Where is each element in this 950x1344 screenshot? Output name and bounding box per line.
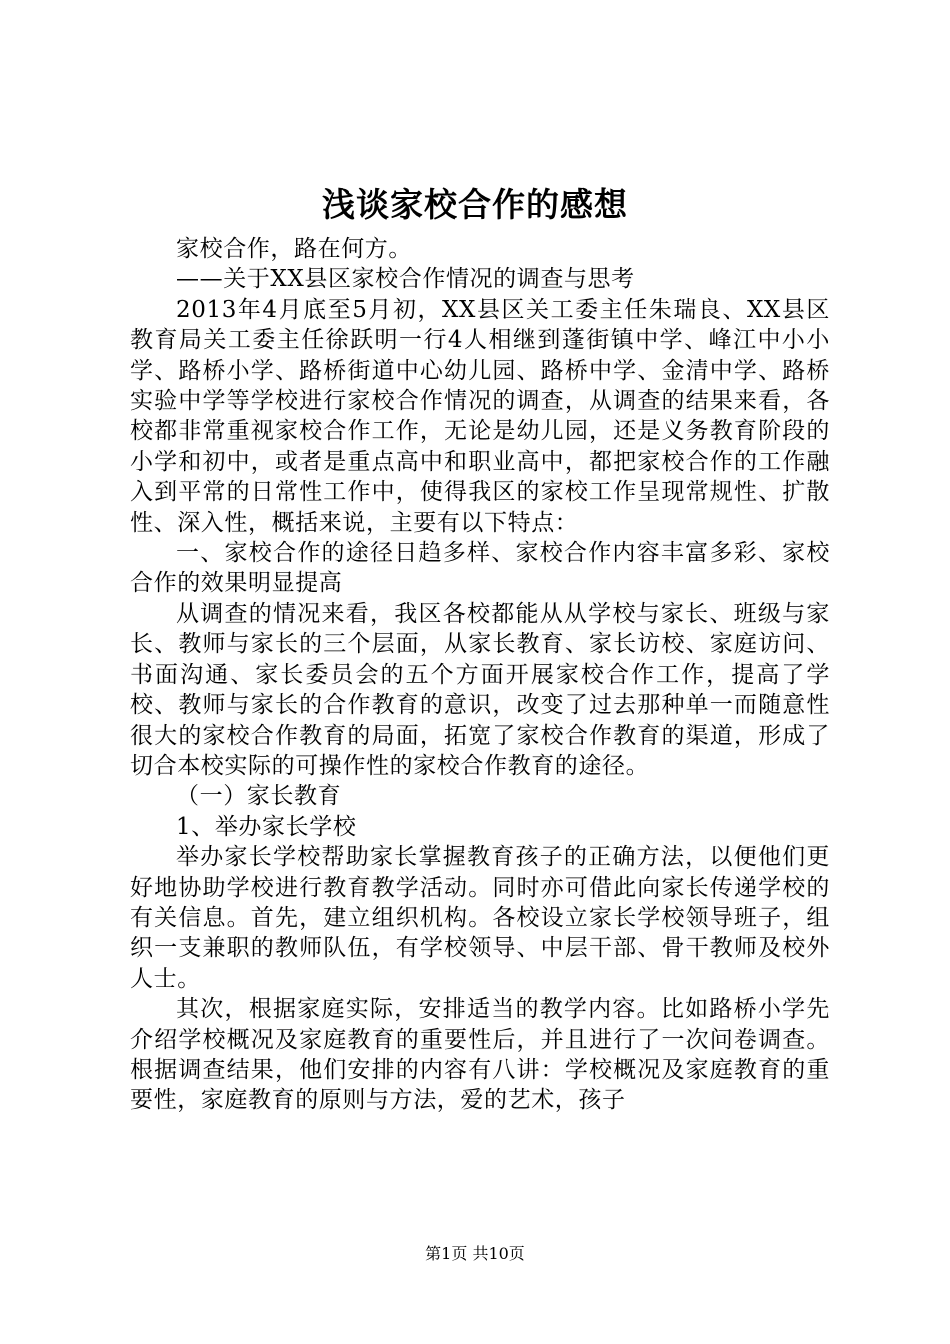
page-number-footer: 第1页 共10页 <box>425 1244 525 1263</box>
document-title: 浅谈家校合作的感想 <box>322 185 628 224</box>
subsection-heading: 1、举办家长学校 <box>176 813 357 840</box>
paragraph: 家校合作，路在何方。 <box>176 236 412 262</box>
paragraph: 其次，根据家庭实际，安排适当的教学内容。比如路桥小学先介绍学校概况及家庭教育的重要性后，并且进行了一次问卷调查。根据调查结果，他们安排的内容有八讲：学校概况及家庭教育的重要性，家庭教育的原则与方法，爱的艺术，孩子 <box>130 996 830 1114</box>
paragraph: 从调查的情况来看，我区各校都能从从学校与家长、班级与家长、教师与家长的三个层面，从家长教育、家长访校、家庭访问、书面沟通、家长委员会的五个方面开展家校合作工作，提高了学校、教师与家长的合作教育的意识，改变了过去那种单一而随意性很大的家校合作教育的局面，拓宽了家校合作教育的渠道，形成了切合本校实际的可操作性的家校合作教育的途径。 <box>130 600 830 779</box>
document-body <box>130 234 830 1116</box>
paragraph: 一、家校合作的途径日趋多样、家校合作内容丰富多彩、家校合作的效果明显提高 <box>130 540 830 597</box>
paragraph: 举办家长学校帮助家长掌握教育孩子的正确方法，以便他们更好地协助学校进行教育教学活动。同时亦可借此向家长传递学校的有关信息。首先，建立组织机构。各校设立家长学校领导班子，组织一支兼职的教师队伍，有学校领导、中层干部、骨干教师及校外人士。 <box>130 844 830 992</box>
paragraph: 2013年4月底至5月初，XX县区关工委主任朱瑞良、XX县区教育局关工委主任徐跃明一行4人相继到蓬街镇中学、峰江中小小学、路桥小学、路桥街道中心幼儿园、路桥中学、金清中学、路桥实验中学等学校进行家校合作情况的调查，从调查的结果来看，各校都非常重视家校合作工作，无论是幼儿园，还是义务教育阶段的小学和初中，或者是重点高中和职业高中，都把家校合作的工作融入到平常的日常性工作中，使得我区的家校工作呈现常规性、扩散性、深入性，概括来说，主要有以下特点： <box>130 296 830 536</box>
paragraph: ——关于XX县区家校合作情况的调查与思考 <box>176 266 635 293</box>
section-heading: （一）家长教育 <box>176 783 342 810</box>
